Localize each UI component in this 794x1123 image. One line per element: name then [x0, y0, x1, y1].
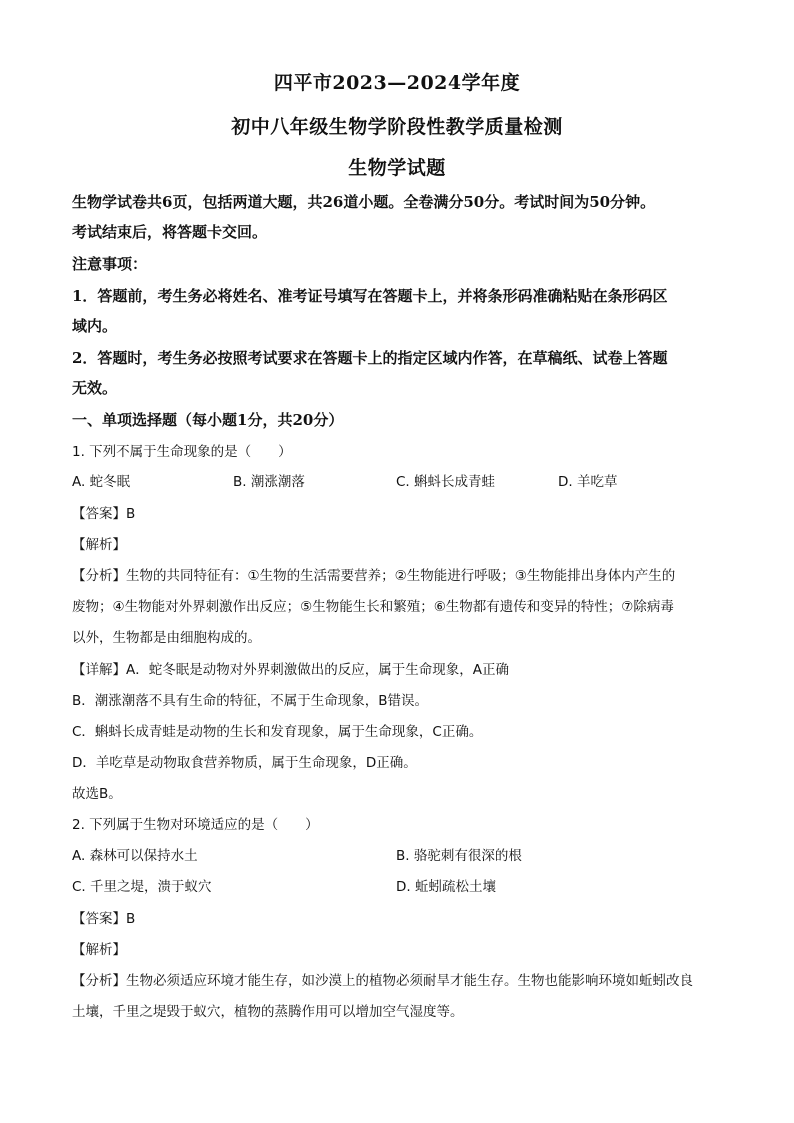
note1-line-a: 1．答题前，考生务必将姓名、准考证号填写在答题卡上，并将条形码准确粘贴在条形码区: [72, 287, 668, 305]
q1-fenxi-line1: 【分析】生物的共同特征有：①生物的生活需要营养；②生物能进行呼吸；③生物能排出身体内产生的: [72, 568, 676, 584]
q1-fenxi-line2: 废物；④生物能对外界刺激作出反应；⑤生物能生长和繁殖；⑥生物都有遗传和变异的特性；⑦除病毒: [72, 599, 674, 615]
q1-analysis-title: 【解析】: [72, 537, 126, 553]
q2-fenxi-line1: 【分析】生物必须适应环境才能生存，如沙漠上的植物必须耐旱才能生存。生物也能影响环境如蚯蚓改良: [72, 973, 693, 989]
q1-fenxi-line3: 以外，生物都是由细胞构成的。: [72, 630, 261, 646]
intro-line2: 考试结束后，将答题卡交回。: [72, 223, 268, 241]
q1-detail-b: B．潮涨潮落不具有生命的特征，不属于生命现象，B错误。: [72, 693, 429, 709]
section1-heading: 一、单项选择题（每小题1分，共20分）: [72, 411, 344, 429]
q2-answer: 【答案】B: [72, 911, 136, 927]
q1-answer: 【答案】B: [72, 506, 136, 522]
q1-conclusion: 故选B。: [72, 786, 122, 802]
q1-stem: 1. 下列不属于生命现象的是（ ）: [72, 444, 292, 460]
q1-detail-c: C．蝌蚪长成青蛙是动物的生长和发育现象，属于生命现象，C正确。: [72, 724, 483, 740]
q2-option-c: C. 千里之堤，溃于蚁穴: [72, 879, 212, 895]
q2-option-a: A. 森林可以保持水土: [72, 848, 198, 864]
q1-option-d: D. 羊吃草: [558, 474, 618, 490]
q2-stem: 2. 下列属于生物对环境适应的是（ ）: [72, 817, 319, 833]
q2-fenxi-line2: 土壤，千里之堤毁于蚁穴，植物的蒸腾作用可以增加空气湿度等。: [72, 1004, 464, 1020]
exam-title-line2: 初中八年级生物学阶段性教学质量检测: [231, 116, 563, 138]
q1-detail-a: 【详解】A．蛇冬眠是动物对外界刺激做出的反应，属于生命现象，A正确: [72, 662, 509, 678]
notes-title: 注意事项：: [72, 255, 148, 273]
q1-detail-d: D．羊吃草是动物取食营养物质，属于生命现象，D正确。: [72, 755, 417, 771]
note2-line-a: 2．答题时，考生务必按照考试要求在答题卡上的指定区域内作答，在草稿纸、试卷上答题: [72, 349, 668, 367]
note2-line-b: 无效。: [72, 379, 118, 397]
q2-option-d: D. 蚯蚓疏松土壤: [396, 879, 496, 895]
intro-line1: 生物学试卷共6页，包括两道大题，共26道小题。全卷满分50分。考试时间为50分钟。: [72, 193, 656, 211]
exam-title-line1: 四平市2023—2024学年度: [273, 72, 521, 94]
q1-option-b: B. 潮涨潮落: [233, 474, 305, 490]
q2-option-b: B. 骆驼刺有很深的根: [396, 848, 522, 864]
q1-option-c: C. 蝌蚪长成青蛙: [396, 474, 496, 490]
exam-title-line3: 生物学试题: [348, 157, 446, 179]
note1-line-b: 域内。: [72, 317, 118, 335]
q2-analysis-title: 【解析】: [72, 942, 126, 958]
q1-option-a: A. 蛇冬眠: [72, 474, 131, 490]
